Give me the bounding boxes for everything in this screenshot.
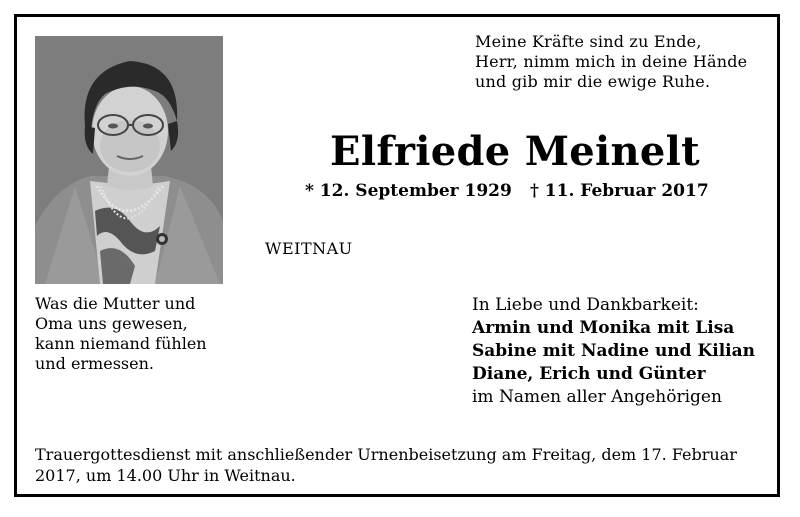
- verse-line: Herr, nimm mich in deine Hände: [475, 52, 748, 71]
- deceased-name: Elfriede Meinelt: [330, 128, 700, 175]
- family-member-line: Sabine mit Nadine und Kilian: [472, 341, 755, 361]
- tribute-line: Oma uns gewesen,: [35, 314, 188, 333]
- birth-date: * 12. September 1929: [305, 181, 512, 201]
- verse-line: und gib mir die ewige Ruhe.: [475, 72, 711, 91]
- family-intro: In Liebe und Dankbarkeit:: [472, 295, 699, 315]
- mother-tribute: [35, 294, 255, 374]
- family-signature: [472, 294, 782, 409]
- verse-line: Meine Kräfte sind zu Ende,: [475, 32, 702, 51]
- tribute-line: Was die Mutter und: [35, 294, 196, 313]
- funeral-service-info: [35, 444, 775, 486]
- place-name: WEITNAU: [265, 239, 353, 258]
- family-closing: im Namen aller Angehörigen: [472, 387, 722, 407]
- service-line: Trauergottesdienst mit anschließender Urnenbeisetzung am Freitag, dem 17. Februar: [35, 445, 737, 464]
- tribute-line: kann niemand fühlen: [35, 334, 207, 353]
- death-date: † 11. Februar 2017: [530, 181, 709, 201]
- portrait-photo: [35, 36, 223, 284]
- verse-quote: [475, 32, 775, 92]
- family-member-line: Diane, Erich und Günter: [472, 364, 706, 384]
- family-member-line: Armin und Monika mit Lisa: [472, 318, 735, 338]
- service-line: 2017, um 14.00 Uhr in Weitnau.: [35, 466, 296, 485]
- tribute-line: und ermessen.: [35, 354, 154, 373]
